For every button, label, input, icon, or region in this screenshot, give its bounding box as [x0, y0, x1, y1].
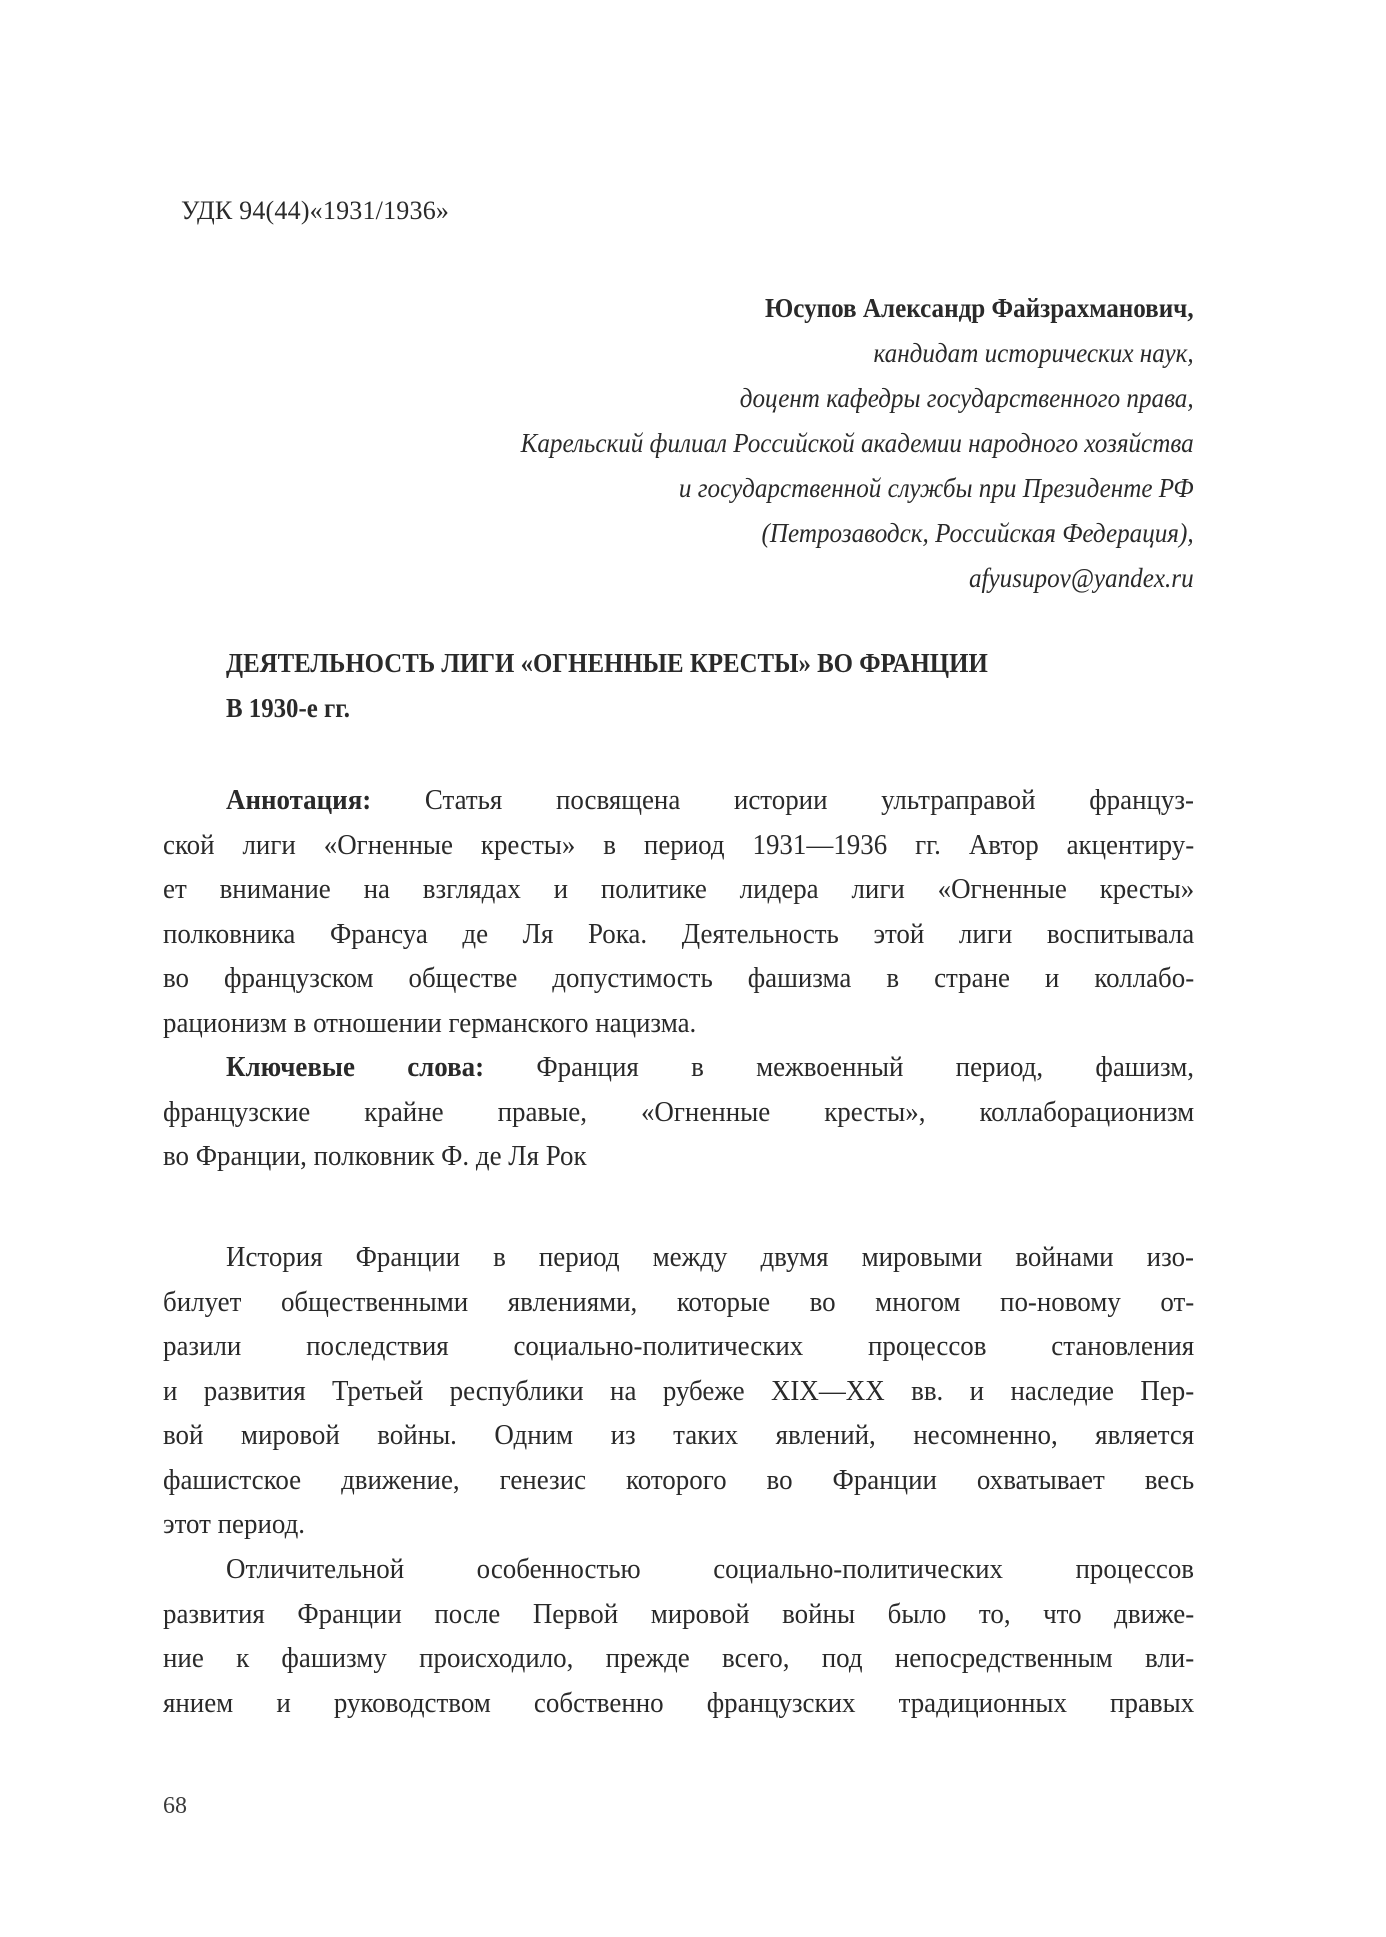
author-position: доцент кафедры государственного права, [740, 383, 1194, 413]
author-affiliation: Карельский филиал Российской академии народного хозяйства [521, 428, 1194, 458]
annotation-line: рационизм в отношении германского нацизма. [163, 1006, 697, 1039]
body-line: фашистское движение, генезис которого во Франции охватывает весь [163, 1463, 1195, 1496]
body-line: Отличительной особенностью социально-политических процессов [226, 1553, 1195, 1585]
body-line: вой мировой войны. Одним из таких явлений, несомненно, является [163, 1419, 1195, 1451]
page-number: 68 [163, 1793, 187, 1819]
article-title [226, 641, 988, 731]
author-affiliation-cont: и государственной службы при Президенте РФ [679, 473, 1194, 503]
body-line: янием и руководством собственно французских традиционных правых [163, 1686, 1195, 1719]
keywords-line: Ключевые слова: Франция в межвоенный период, фашизм, [226, 1051, 1195, 1083]
article-title-line: ДЕЯТЕЛЬНОСТЬ ЛИГИ «ОГНЕННЫЕ КРЕСТЫ» ВО ФРАНЦИИ [226, 648, 988, 678]
body-line: ние к фашизму происходило, прежде всего, под непосредственным вли- [163, 1642, 1195, 1674]
author-location: (Петрозаводск, Российская Федерация), [761, 518, 1194, 548]
keywords-label: Ключевые слова: [226, 1051, 485, 1083]
annotation-line: во французском обществе допустимость фашизма в стране и коллабо- [163, 962, 1195, 994]
body-line: и развития Третьей республики на рубеже XIX—XX вв. и наследие Пер- [163, 1374, 1195, 1407]
udk-code: УДК 94(44)«1931/1936» [181, 196, 450, 225]
body-line: История Франции в период между двумя мировыми войнами изо- [226, 1241, 1195, 1273]
author-name: Юсупов Александр Файзрахманович, [765, 293, 1194, 323]
author-degree: кандидат исторических наук, [873, 338, 1194, 368]
body-paragraph [163, 1547, 1194, 1725]
annotation [163, 778, 1194, 1045]
article-title-line: В 1930-е гг. [226, 693, 350, 723]
keywords-line: во Франции, полковник Ф. де Ля Рок [163, 1140, 587, 1172]
body-line: этот период. [163, 1508, 306, 1540]
annotation-label: Аннотация: [226, 784, 372, 816]
author-email[interactable]: afyusupov@yandex.ru [969, 563, 1194, 593]
body-line: билует общественными явлениями, которые во многом по-новому от- [163, 1285, 1195, 1318]
keywords [163, 1045, 1194, 1179]
body-line: развития Франции после Первой мировой войны было то, что движе- [163, 1597, 1195, 1630]
body-line: разили последствия социально-политических процессов становления [163, 1330, 1195, 1362]
author-block [470, 286, 1194, 601]
body-paragraph [163, 1235, 1194, 1547]
annotation-line: полковника Франсуа де Ля Рока. Деятельность этой лиги воспитывала [163, 917, 1195, 950]
keywords-line: французские крайне правые, «Огненные кресты», коллаборационизм [163, 1095, 1195, 1128]
annotation-line: ет внимание на взглядах и политике лидера лиги «Огненные кресты» [163, 873, 1195, 905]
annotation-line: Аннотация: Статья посвящена истории ультраправой француз- [226, 784, 1195, 816]
annotation-line: ской лиги «Огненные кресты» в период 1931—1936 гг. Автор акцентиру- [163, 828, 1195, 861]
